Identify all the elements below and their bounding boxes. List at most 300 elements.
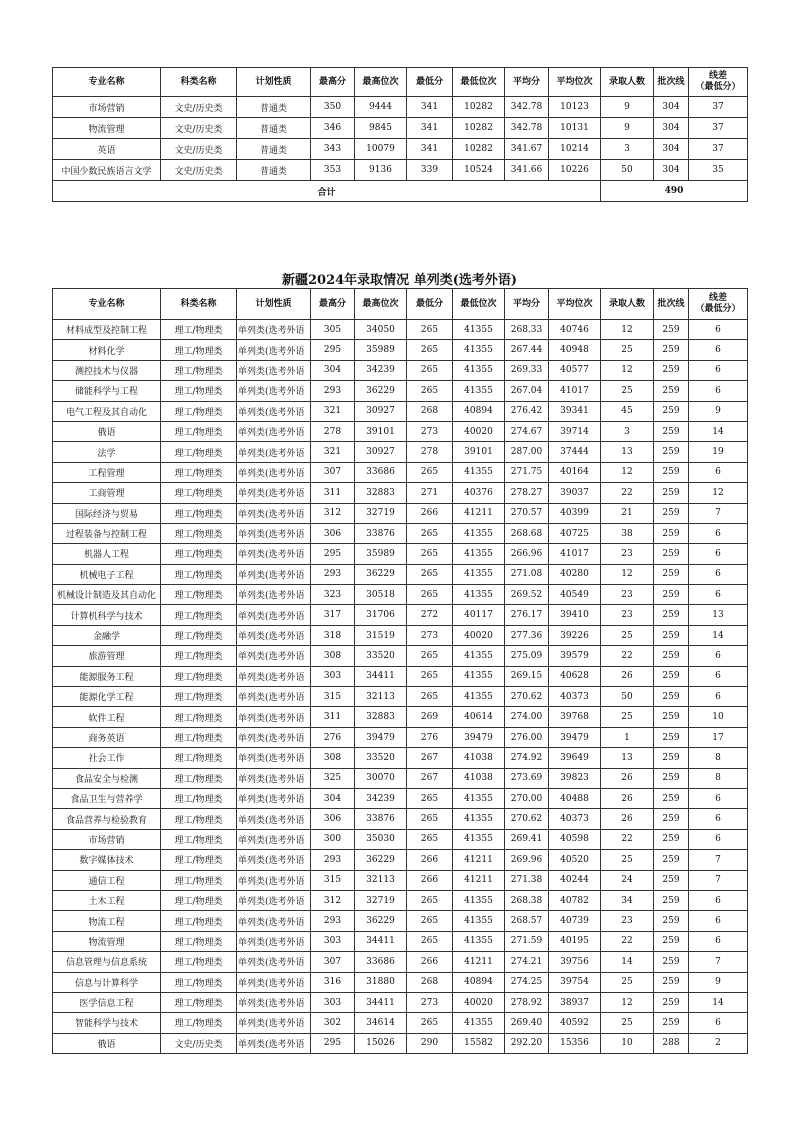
table-cell: 259 (654, 1013, 689, 1033)
table-cell: 15026 (355, 1033, 407, 1053)
table-cell: 英语 (53, 139, 161, 160)
table-cell: 346 (311, 118, 355, 139)
table-cell: 312 (311, 503, 355, 523)
table-cell: 304 (311, 360, 355, 380)
table-cell: 13 (601, 442, 654, 462)
table-cell: 文史/历史类 (161, 160, 237, 181)
table-cell: 259 (654, 952, 689, 972)
table-cell: 9845 (355, 118, 407, 139)
table-cell: 理工/物理类 (161, 911, 237, 931)
table-cell: 单列类(选考外语 (237, 381, 311, 401)
table-cell: 6 (689, 911, 748, 931)
table-cell: 304 (654, 160, 689, 181)
table-cell: 理工/物理类 (161, 788, 237, 808)
table-cell: 6 (689, 381, 748, 401)
table-cell: 物流管理 (53, 931, 161, 951)
table-cell: 306 (311, 523, 355, 543)
table-cell: 30070 (355, 768, 407, 788)
table-cell: 商务英语 (53, 727, 161, 747)
table-cell: 理工/物理类 (161, 748, 237, 768)
table-cell: 40164 (549, 462, 601, 482)
table-cell: 普通类 (237, 118, 311, 139)
table-cell: 274.67 (505, 421, 549, 441)
table-row (53, 462, 748, 482)
table-cell: 39754 (549, 972, 601, 992)
table-cell: 39714 (549, 421, 601, 441)
table-cell: 259 (654, 829, 689, 849)
table-cell: 39341 (549, 401, 601, 421)
table-cell: 23 (601, 911, 654, 931)
table-row (53, 748, 748, 768)
table-cell: 259 (654, 320, 689, 340)
table-row (53, 118, 748, 139)
table-cell: 311 (311, 707, 355, 727)
table-cell: 339 (407, 160, 453, 181)
table-cell: 259 (654, 503, 689, 523)
column-header: 批次线 (654, 68, 689, 97)
table-cell: 276 (311, 727, 355, 747)
table-cell: 259 (654, 890, 689, 910)
table-cell: 318 (311, 625, 355, 645)
table-cell: 单列类(选考外语 (237, 768, 311, 788)
table-cell: 265 (407, 462, 453, 482)
table-cell: 342.78 (505, 118, 549, 139)
table-cell: 353 (311, 160, 355, 181)
table-row (53, 544, 748, 564)
table-row (53, 911, 748, 931)
table-row (53, 768, 748, 788)
table-row (53, 421, 748, 441)
table-cell: 265 (407, 360, 453, 380)
table-cell: 323 (311, 585, 355, 605)
table-cell: 单列类(选考外语 (237, 809, 311, 829)
table-cell: 单列类(选考外语 (237, 360, 311, 380)
table-cell: 单列类(选考外语 (237, 992, 311, 1012)
table-row (53, 139, 748, 160)
table-cell: 10 (601, 1033, 654, 1053)
table-cell: 普通类 (237, 97, 311, 118)
table-cell: 288 (654, 1033, 689, 1053)
table-cell: 22 (601, 829, 654, 849)
table-cell: 259 (654, 340, 689, 360)
table-cell: 34 (601, 890, 654, 910)
table-cell: 6 (689, 564, 748, 584)
table-row (53, 564, 748, 584)
table-cell: 单列类(选考外语 (237, 952, 311, 972)
column-header: 平均分 (505, 289, 549, 320)
table-cell: 储能科学与工程 (53, 381, 161, 401)
table-cell: 23 (601, 585, 654, 605)
table-cell: 36229 (355, 381, 407, 401)
table-cell: 市场营销 (53, 829, 161, 849)
table-cell: 33686 (355, 952, 407, 972)
table-cell: 274.92 (505, 748, 549, 768)
table-cell: 26 (601, 666, 654, 686)
table-cell: 40520 (549, 850, 601, 870)
table-cell: 303 (311, 931, 355, 951)
table-cell: 36229 (355, 850, 407, 870)
table-cell: 食品安全与检测 (53, 768, 161, 788)
column-header: 平均位次 (549, 68, 601, 97)
table-cell: 21 (601, 503, 654, 523)
table-cell: 理工/物理类 (161, 523, 237, 543)
table-cell: 理工/物理类 (161, 870, 237, 890)
table-cell: 341.66 (505, 160, 549, 181)
admission-table-general (52, 67, 748, 202)
table-cell: 321 (311, 401, 355, 421)
table-cell: 23 (601, 605, 654, 625)
table-cell: 35 (689, 160, 748, 181)
table-cell: 267 (407, 748, 453, 768)
table-cell: 266 (407, 503, 453, 523)
table-cell: 295 (311, 1033, 355, 1053)
table-row (53, 401, 748, 421)
table-cell: 理工/物理类 (161, 768, 237, 788)
table-cell: 单列类(选考外语 (237, 788, 311, 808)
table-row (53, 809, 748, 829)
table-cell: 265 (407, 646, 453, 666)
table-cell: 276.17 (505, 605, 549, 625)
table-cell: 10123 (549, 97, 601, 118)
table-cell: 40280 (549, 564, 601, 584)
table-cell: 300 (311, 829, 355, 849)
table-cell: 3 (601, 139, 654, 160)
table-cell: 350 (311, 97, 355, 118)
table-cell: 6 (689, 666, 748, 686)
table-cell: 32883 (355, 707, 407, 727)
table-cell: 268.38 (505, 890, 549, 910)
table-cell: 单列类(选考外语 (237, 462, 311, 482)
table-cell: 293 (311, 911, 355, 931)
table-cell: 41355 (453, 1013, 505, 1033)
column-header: 线差 （最低分） (689, 289, 748, 320)
table-cell: 37 (689, 118, 748, 139)
table-cell: 41355 (453, 523, 505, 543)
table-cell: 35030 (355, 829, 407, 849)
table-cell: 22 (601, 931, 654, 951)
table-cell: 10282 (453, 118, 505, 139)
table-cell: 理工/物理类 (161, 707, 237, 727)
table-cell: 303 (311, 992, 355, 1012)
table-cell: 34050 (355, 320, 407, 340)
table-cell: 8 (689, 768, 748, 788)
table-cell: 265 (407, 585, 453, 605)
admission-table-foreign-language (52, 288, 748, 1054)
table-cell: 24 (601, 870, 654, 890)
table-cell: 39579 (549, 646, 601, 666)
table-cell: 259 (654, 748, 689, 768)
table-cell: 304 (654, 118, 689, 139)
table-cell: 能源服务工程 (53, 666, 161, 686)
table-cell: 273.69 (505, 768, 549, 788)
table-cell: 40399 (549, 503, 601, 523)
table-cell: 10282 (453, 97, 505, 118)
table-cell: 理工/物理类 (161, 666, 237, 686)
table-cell: 295 (311, 544, 355, 564)
table-cell: 259 (654, 972, 689, 992)
table-cell: 35989 (355, 544, 407, 564)
table-cell: 食品营养与检验教育 (53, 809, 161, 829)
table-row (53, 503, 748, 523)
table-cell: 40376 (453, 483, 505, 503)
table-row (53, 1013, 748, 1033)
table-cell: 315 (311, 870, 355, 890)
table-cell: 266.96 (505, 544, 549, 564)
table-cell: 40598 (549, 829, 601, 849)
table-cell: 273 (407, 625, 453, 645)
table-cell: 34411 (355, 666, 407, 686)
table-cell: 信息管理与信息系统 (53, 952, 161, 972)
table-cell: 单列类(选考外语 (237, 727, 311, 747)
table-cell: 41355 (453, 890, 505, 910)
table-cell: 32113 (355, 687, 407, 707)
table-cell: 8 (689, 748, 748, 768)
table-cell: 259 (654, 462, 689, 482)
table-cell: 智能科学与技术 (53, 1013, 161, 1033)
table-cell: 26 (601, 768, 654, 788)
table-cell: 13 (689, 605, 748, 625)
table-cell: 265 (407, 1013, 453, 1033)
table-cell: 6 (689, 646, 748, 666)
table-cell: 单列类(选考外语 (237, 625, 311, 645)
table-cell: 25 (601, 340, 654, 360)
total-value: 490 (601, 181, 748, 202)
table-cell: 259 (654, 911, 689, 931)
table-cell: 7 (689, 952, 748, 972)
table-cell: 34239 (355, 360, 407, 380)
table-cell: 25 (601, 850, 654, 870)
table-row (53, 931, 748, 951)
table-cell: 7 (689, 503, 748, 523)
table-cell: 测控技术与仪器 (53, 360, 161, 380)
table-cell: 单列类(选考外语 (237, 442, 311, 462)
table-row (53, 952, 748, 972)
column-header: 科类名称 (161, 68, 237, 97)
table-cell: 265 (407, 788, 453, 808)
table-cell: 单列类(选考外语 (237, 483, 311, 503)
table-cell: 材料成型及控制工程 (53, 320, 161, 340)
table-cell: 41211 (453, 870, 505, 890)
table-cell: 267.44 (505, 340, 549, 360)
table-cell: 单列类(选考外语 (237, 687, 311, 707)
table-cell: 265 (407, 340, 453, 360)
table-cell: 9 (601, 97, 654, 118)
table-cell: 41355 (453, 646, 505, 666)
table-row (53, 605, 748, 625)
table-cell: 276.00 (505, 727, 549, 747)
table-cell: 265 (407, 931, 453, 951)
table-cell: 6 (689, 340, 748, 360)
table-cell: 41355 (453, 320, 505, 340)
table-cell: 12 (601, 564, 654, 584)
table-cell: 265 (407, 809, 453, 829)
table-cell: 单列类(选考外语 (237, 320, 311, 340)
table-cell: 9136 (355, 160, 407, 181)
table-cell: 41355 (453, 788, 505, 808)
table-cell: 32113 (355, 870, 407, 890)
table-cell: 物流工程 (53, 911, 161, 931)
column-header: 专业名称 (53, 289, 161, 320)
table-body (53, 97, 748, 181)
table-cell: 341 (407, 139, 453, 160)
table-cell: 社会工作 (53, 748, 161, 768)
table-cell: 12 (601, 320, 654, 340)
column-header: 最高位次 (355, 68, 407, 97)
table-cell: 文史/历史类 (161, 1033, 237, 1053)
table-cell: 10079 (355, 139, 407, 160)
table-cell: 265 (407, 564, 453, 584)
table-cell: 41355 (453, 829, 505, 849)
table-cell: 6 (689, 809, 748, 829)
table-cell: 中国少数民族语言文学 (53, 160, 161, 181)
table-cell: 268 (407, 401, 453, 421)
total-label: 合计 (53, 181, 601, 202)
table-cell: 物流管理 (53, 118, 161, 139)
table-cell: 19 (689, 442, 748, 462)
table-cell: 308 (311, 748, 355, 768)
table-cell: 321 (311, 442, 355, 462)
table-cell: 40948 (549, 340, 601, 360)
table-cell: 41355 (453, 360, 505, 380)
column-header: 最低分 (407, 289, 453, 320)
table-cell: 39101 (355, 421, 407, 441)
table-cell: 265 (407, 544, 453, 564)
table-row (53, 523, 748, 543)
table-cell: 40244 (549, 870, 601, 890)
table-cell: 259 (654, 442, 689, 462)
table-cell: 273 (407, 992, 453, 1012)
table-cell: 39101 (453, 442, 505, 462)
table-cell: 9444 (355, 97, 407, 118)
table-cell: 10214 (549, 139, 601, 160)
table-cell: 41355 (453, 666, 505, 686)
table-row (53, 1033, 748, 1053)
table-cell: 10282 (453, 139, 505, 160)
table-cell: 39037 (549, 483, 601, 503)
table-cell: 文史/历史类 (161, 118, 237, 139)
table-cell: 259 (654, 788, 689, 808)
table-cell: 341 (407, 97, 453, 118)
table-cell: 39768 (549, 707, 601, 727)
table-cell: 270.00 (505, 788, 549, 808)
table-cell: 理工/物理类 (161, 809, 237, 829)
table-cell: 33520 (355, 748, 407, 768)
column-header: 最低位次 (453, 68, 505, 97)
table-cell: 39479 (453, 727, 505, 747)
table-cell: 41017 (549, 544, 601, 564)
table-cell: 12 (601, 992, 654, 1012)
table-cell: 270.62 (505, 687, 549, 707)
table-cell: 269.41 (505, 829, 549, 849)
table-cell: 39479 (355, 727, 407, 747)
table-cell: 6 (689, 523, 748, 543)
table-cell: 10524 (453, 160, 505, 181)
table-cell: 食品卫生与营养学 (53, 788, 161, 808)
table-cell: 理工/物理类 (161, 931, 237, 951)
table-cell: 265 (407, 523, 453, 543)
table-cell: 31519 (355, 625, 407, 645)
table-cell: 259 (654, 381, 689, 401)
table-cell: 265 (407, 687, 453, 707)
table-cell: 270.62 (505, 809, 549, 829)
table-cell: 工商管理 (53, 483, 161, 503)
table-cell: 理工/物理类 (161, 360, 237, 380)
table-cell: 6 (689, 320, 748, 340)
column-header: 最高位次 (355, 289, 407, 320)
column-header: 专业名称 (53, 68, 161, 97)
table-cell: 277.36 (505, 625, 549, 645)
table-cell: 40614 (453, 707, 505, 727)
table-row (53, 381, 748, 401)
table-cell: 32883 (355, 483, 407, 503)
table-cell: 单列类(选考外语 (237, 911, 311, 931)
table-cell: 单列类(选考外语 (237, 1033, 311, 1053)
table-cell: 342.78 (505, 97, 549, 118)
table-cell: 13 (601, 748, 654, 768)
table-cell: 理工/物理类 (161, 972, 237, 992)
table-cell: 41355 (453, 340, 505, 360)
table-cell: 34614 (355, 1013, 407, 1033)
table-cell: 278.92 (505, 992, 549, 1012)
table-cell: 259 (654, 687, 689, 707)
table-cell: 6 (689, 931, 748, 951)
table-cell: 14 (689, 625, 748, 645)
table-cell: 旅游管理 (53, 646, 161, 666)
table-row (53, 870, 748, 890)
total-row (53, 181, 748, 202)
table-cell: 单列类(选考外语 (237, 523, 311, 543)
table-cell: 269 (407, 707, 453, 727)
table-row (53, 850, 748, 870)
table-cell: 341 (407, 118, 453, 139)
table-cell: 理工/物理类 (161, 625, 237, 645)
table-cell: 307 (311, 952, 355, 972)
table-cell: 259 (654, 401, 689, 421)
table-cell: 274.25 (505, 972, 549, 992)
table-cell: 32719 (355, 890, 407, 910)
table-cell: 293 (311, 564, 355, 584)
table-cell: 单列类(选考外语 (237, 850, 311, 870)
table-cell: 26 (601, 809, 654, 829)
table-cell: 理工/物理类 (161, 340, 237, 360)
table-cell: 259 (654, 646, 689, 666)
table-cell: 14 (689, 992, 748, 1012)
table-cell: 315 (311, 687, 355, 707)
table-cell: 1 (601, 727, 654, 747)
table-cell: 266 (407, 952, 453, 972)
table-cell: 259 (654, 992, 689, 1012)
table-cell: 40592 (549, 1013, 601, 1033)
table-row (53, 687, 748, 707)
table-cell: 过程装备与控制工程 (53, 523, 161, 543)
table-cell: 39823 (549, 768, 601, 788)
column-header: 最低位次 (453, 289, 505, 320)
table-cell: 259 (654, 768, 689, 788)
table-cell: 39649 (549, 748, 601, 768)
table-cell: 265 (407, 890, 453, 910)
table-cell: 274.21 (505, 952, 549, 972)
table-cell: 259 (654, 850, 689, 870)
table-row (53, 666, 748, 686)
table-cell: 304 (654, 97, 689, 118)
table-row (53, 829, 748, 849)
table-cell: 通信工程 (53, 870, 161, 890)
column-header: 最高分 (311, 289, 355, 320)
table-cell: 材料化学 (53, 340, 161, 360)
table-cell: 17 (689, 727, 748, 747)
table-cell: 单列类(选考外语 (237, 870, 311, 890)
table-cell: 单列类(选考外语 (237, 666, 311, 686)
